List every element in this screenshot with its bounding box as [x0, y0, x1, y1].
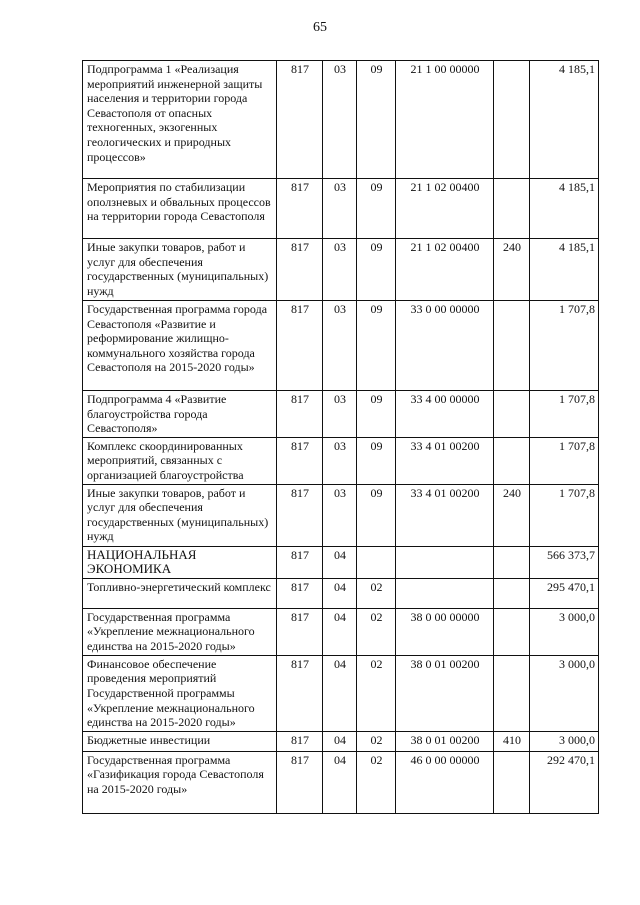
- cell-pr: 02: [357, 751, 396, 813]
- cell-name: НАЦИОНАЛЬНАЯ ЭКОНОМИКА: [83, 546, 277, 578]
- cell-ved: 817: [277, 437, 323, 484]
- cell-rz: 04: [323, 546, 357, 578]
- cell-sum: 566 373,7: [530, 546, 599, 578]
- cell-sum: 292 470,1: [530, 751, 599, 813]
- cell-vr: 240: [494, 484, 530, 546]
- cell-pr: [357, 546, 396, 578]
- cell-rz: 04: [323, 608, 357, 655]
- cell-vr: [494, 546, 530, 578]
- cell-csr: [396, 546, 494, 578]
- cell-vr: [494, 655, 530, 731]
- cell-pr: 09: [357, 391, 396, 438]
- cell-name: Иные закупки товаров, работ и услуг для обеспечения государственных (муниципальных) нужд: [83, 484, 277, 546]
- cell-sum: 1 707,8: [530, 391, 599, 438]
- cell-csr: 21 1 00 00000: [396, 61, 494, 179]
- table-row: [83, 391, 599, 438]
- cell-pr: 09: [357, 179, 396, 239]
- cell-csr: 38 0 01 00200: [396, 655, 494, 731]
- cell-ved: 817: [277, 391, 323, 438]
- cell-csr: 21 1 02 00400: [396, 239, 494, 301]
- cell-vr: 410: [494, 731, 530, 751]
- cell-vr: [494, 61, 530, 179]
- cell-sum: 1 707,8: [530, 484, 599, 546]
- cell-name: Государственная программа «Газификация города Севастополя на 2015-2020 годы»: [83, 751, 277, 813]
- table-row: [83, 301, 599, 391]
- cell-pr: 09: [357, 61, 396, 179]
- cell-pr: 02: [357, 578, 396, 608]
- cell-rz: 04: [323, 578, 357, 608]
- cell-ved: 817: [277, 751, 323, 813]
- cell-sum: 3 000,0: [530, 655, 599, 731]
- cell-pr: 02: [357, 731, 396, 751]
- cell-name: Финансовое обеспечение проведения мероприятий Государственной программы «Укрепление межнационального единства на 2015-2020 годы»: [83, 655, 277, 731]
- cell-csr: 21 1 02 00400: [396, 179, 494, 239]
- cell-ved: 817: [277, 61, 323, 179]
- cell-pr: 02: [357, 655, 396, 731]
- table-row: [83, 608, 599, 655]
- cell-vr: [494, 179, 530, 239]
- table-row: [83, 751, 599, 813]
- cell-pr: 09: [357, 301, 396, 391]
- cell-ved: 817: [277, 179, 323, 239]
- cell-vr: [494, 437, 530, 484]
- cell-pr: 02: [357, 608, 396, 655]
- cell-vr: [494, 301, 530, 391]
- cell-rz: 03: [323, 437, 357, 484]
- cell-sum: 4 185,1: [530, 239, 599, 301]
- cell-name: Государственная программа города Севастополя «Развитие и реформирование жилищно-коммунального хозяйства города Севастополя на 2015-2020 годы»: [83, 301, 277, 391]
- cell-sum: 1 707,8: [530, 301, 599, 391]
- cell-sum: 1 707,8: [530, 437, 599, 484]
- cell-ved: 817: [277, 655, 323, 731]
- cell-csr: 33 4 01 00200: [396, 437, 494, 484]
- table-row: [83, 239, 599, 301]
- cell-csr: 33 4 01 00200: [396, 484, 494, 546]
- cell-ved: 817: [277, 578, 323, 608]
- table-row: [83, 437, 599, 484]
- cell-vr: [494, 578, 530, 608]
- cell-sum: 295 470,1: [530, 578, 599, 608]
- cell-csr: 33 0 00 00000: [396, 301, 494, 391]
- cell-sum: 3 000,0: [530, 608, 599, 655]
- table-row: [83, 578, 599, 608]
- cell-csr: 33 4 00 00000: [396, 391, 494, 438]
- cell-ved: 817: [277, 546, 323, 578]
- cell-rz: 03: [323, 61, 357, 179]
- cell-pr: 09: [357, 484, 396, 546]
- cell-vr: [494, 751, 530, 813]
- cell-ved: 817: [277, 301, 323, 391]
- cell-ved: 817: [277, 239, 323, 301]
- cell-ved: 817: [277, 608, 323, 655]
- cell-rz: 03: [323, 179, 357, 239]
- cell-pr: 09: [357, 239, 396, 301]
- cell-name: Бюджетные инвестиции: [83, 731, 277, 751]
- table-row: [83, 61, 599, 179]
- cell-name: Топливно-энергетический комплекс: [83, 578, 277, 608]
- cell-csr: 38 0 00 00000: [396, 608, 494, 655]
- cell-rz: 03: [323, 391, 357, 438]
- cell-rz: 03: [323, 239, 357, 301]
- table-row: [83, 179, 599, 239]
- table-row: [83, 546, 599, 578]
- cell-csr: [396, 578, 494, 608]
- cell-name: Подпрограмма 1 «Реализация мероприятий инженерной защиты населения и территории города Севастополя от опасных техногенных, экзогенных геологических и природных процессов»: [83, 61, 277, 179]
- page-number: 65: [313, 20, 327, 35]
- cell-rz: 04: [323, 751, 357, 813]
- table-row: [83, 731, 599, 751]
- cell-rz: 03: [323, 301, 357, 391]
- cell-sum: 3 000,0: [530, 731, 599, 751]
- cell-name: Мероприятия по стабилизации оползневых и обвальных процессов на территории города Севастополя: [83, 179, 277, 239]
- cell-sum: 4 185,1: [530, 179, 599, 239]
- cell-rz: 04: [323, 731, 357, 751]
- cell-csr: 38 0 01 00200: [396, 731, 494, 751]
- cell-vr: 240: [494, 239, 530, 301]
- cell-ved: 817: [277, 484, 323, 546]
- cell-vr: [494, 391, 530, 438]
- cell-csr: 46 0 00 00000: [396, 751, 494, 813]
- cell-name: Иные закупки товаров, работ и услуг для обеспечения государственных (муниципальных) нужд: [83, 239, 277, 301]
- cell-sum: 4 185,1: [530, 61, 599, 179]
- cell-name: Подпрограмма 4 «Развитие благоустройства города Севастополя»: [83, 391, 277, 438]
- cell-vr: [494, 608, 530, 655]
- cell-ved: 817: [277, 731, 323, 751]
- cell-name: Комплекс скоординированных мероприятий, связанных с организацией благоустройства: [83, 437, 277, 484]
- table-row: [83, 484, 599, 546]
- budget-table: [82, 60, 599, 814]
- table-row: [83, 655, 599, 731]
- cell-name: Государственная программа «Укрепление межнационального единства на 2015-2020 годы»: [83, 608, 277, 655]
- cell-rz: 03: [323, 484, 357, 546]
- cell-rz: 04: [323, 655, 357, 731]
- cell-pr: 09: [357, 437, 396, 484]
